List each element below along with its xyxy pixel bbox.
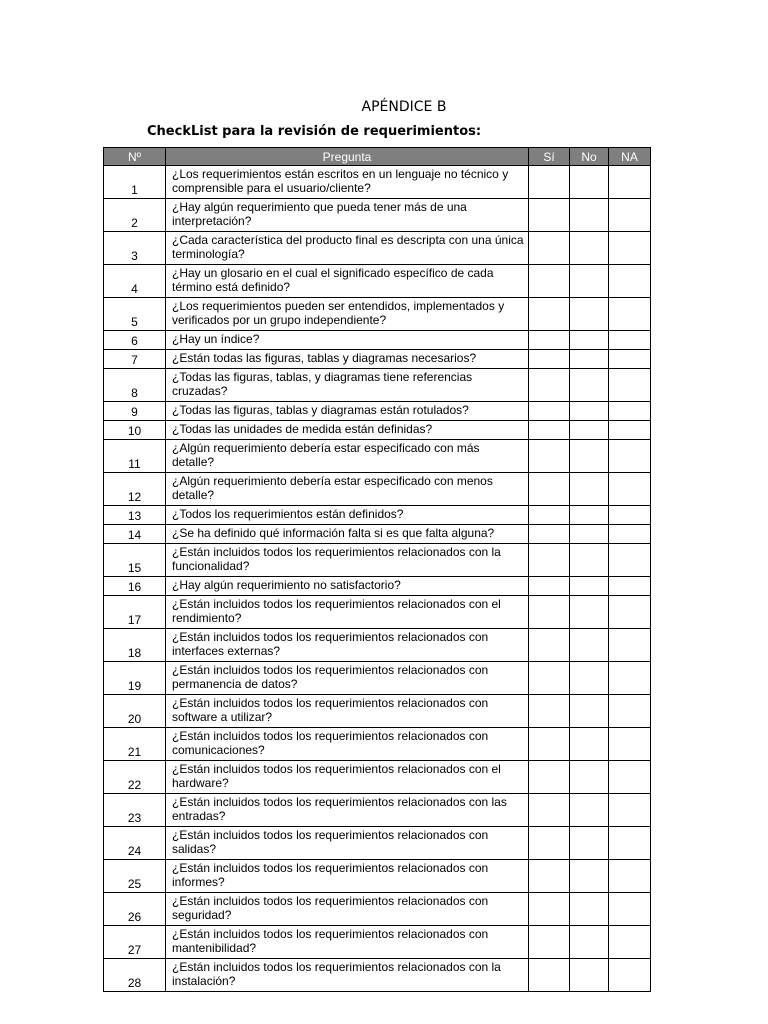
row-question: ¿Hay un índice? — [166, 331, 529, 350]
table-row — [104, 577, 651, 596]
na-cell[interactable] — [609, 166, 651, 199]
na-cell[interactable] — [609, 629, 651, 662]
row-question: ¿Cada característica del producto final es descripta con una única terminología? — [166, 232, 529, 265]
yes-cell[interactable] — [529, 506, 570, 525]
yes-cell[interactable] — [529, 629, 570, 662]
yes-cell[interactable] — [529, 577, 570, 596]
table-row — [104, 265, 651, 298]
row-number: 4 — [104, 265, 166, 298]
row-question: ¿Están incluidos todos los requerimientos relacionados con interfaces externas? — [166, 629, 529, 662]
na-cell[interactable] — [609, 577, 651, 596]
na-cell[interactable] — [609, 926, 651, 959]
yes-cell[interactable] — [529, 473, 570, 506]
no-cell[interactable] — [570, 506, 609, 525]
table-row — [104, 794, 651, 827]
row-question: ¿Están incluidos todos los requerimientos relacionados con las entradas? — [166, 794, 529, 827]
row-question: ¿Hay algún requerimiento que pueda tener más de una interpretación? — [166, 199, 529, 232]
yes-cell[interactable] — [529, 525, 570, 544]
row-number: 12 — [104, 473, 166, 506]
row-question: ¿Hay un glosario en el cual el significado específico de cada término está definido? — [166, 265, 529, 298]
row-question: ¿Están incluidos todos los requerimientos relacionados con seguridad? — [166, 893, 529, 926]
yes-cell[interactable] — [529, 794, 570, 827]
no-cell[interactable] — [570, 926, 609, 959]
row-question: ¿Están incluidos todos los requerimientos relacionados con la instalación? — [166, 959, 529, 992]
no-cell[interactable] — [570, 232, 609, 265]
row-question: ¿Todas las figuras, tablas y diagramas están rotulados? — [166, 402, 529, 421]
na-cell[interactable] — [609, 402, 651, 421]
table-row — [104, 166, 651, 199]
no-cell[interactable] — [570, 402, 609, 421]
table-row — [104, 402, 651, 421]
header-number: Nº — [104, 148, 166, 166]
no-cell[interactable] — [570, 525, 609, 544]
row-question: ¿Se ha definido qué información falta si es que falta alguna? — [166, 525, 529, 544]
checklist-subtitle: CheckList para la revisión de requerimientos: — [147, 124, 482, 139]
table-row — [104, 506, 651, 525]
no-cell[interactable] — [570, 369, 609, 402]
row-question: ¿Están incluidos todos los requerimientos relacionados con el hardware? — [166, 761, 529, 794]
na-cell[interactable] — [609, 232, 651, 265]
table-row — [104, 298, 651, 331]
row-number: 16 — [104, 577, 166, 596]
row-number: 28 — [104, 959, 166, 992]
na-cell[interactable] — [609, 440, 651, 473]
row-number: 3 — [104, 232, 166, 265]
table-row — [104, 695, 651, 728]
row-number: 17 — [104, 596, 166, 629]
row-question: ¿Los requerimientos pueden ser entendidos, implementados y verificados por un grupo independiente? — [166, 298, 529, 331]
row-question: ¿Están incluidos todos los requerimientos relacionados con el rendimiento? — [166, 596, 529, 629]
row-number: 2 — [104, 199, 166, 232]
na-cell[interactable] — [609, 761, 651, 794]
row-number: 9 — [104, 402, 166, 421]
table-row — [104, 331, 651, 350]
no-cell[interactable] — [570, 596, 609, 629]
no-cell[interactable] — [570, 331, 609, 350]
yes-cell[interactable] — [529, 827, 570, 860]
yes-cell[interactable] — [529, 350, 570, 369]
no-cell[interactable] — [570, 473, 609, 506]
na-cell[interactable] — [609, 794, 651, 827]
yes-cell[interactable] — [529, 166, 570, 199]
row-number: 21 — [104, 728, 166, 761]
row-number: 5 — [104, 298, 166, 331]
no-cell[interactable] — [570, 827, 609, 860]
header-question: Pregunta — [166, 148, 529, 166]
row-number: 27 — [104, 926, 166, 959]
yes-cell[interactable] — [529, 761, 570, 794]
row-question: ¿Hay algún requerimiento no satisfactorio? — [166, 577, 529, 596]
na-cell[interactable] — [609, 596, 651, 629]
table-row — [104, 473, 651, 506]
na-cell[interactable] — [609, 199, 651, 232]
yes-cell[interactable] — [529, 369, 570, 402]
table-row — [104, 199, 651, 232]
table-row — [104, 232, 651, 265]
row-number: 15 — [104, 544, 166, 577]
row-number: 11 — [104, 440, 166, 473]
appendix-title: APÉNDICE B — [361, 99, 447, 115]
header-yes: Sí — [529, 148, 570, 166]
row-question: ¿Algún requerimiento debería estar especificado con menos detalle? — [166, 473, 529, 506]
row-question: ¿Todos los requerimientos están definidos? — [166, 506, 529, 525]
row-number: 20 — [104, 695, 166, 728]
row-number: 22 — [104, 761, 166, 794]
yes-cell[interactable] — [529, 959, 570, 992]
no-cell[interactable] — [570, 662, 609, 695]
row-number: 14 — [104, 525, 166, 544]
na-cell[interactable] — [609, 350, 651, 369]
row-number: 19 — [104, 662, 166, 695]
na-cell[interactable] — [609, 298, 651, 331]
row-question: ¿Están incluidos todos los requerimientos relacionados con salidas? — [166, 827, 529, 860]
na-cell[interactable] — [609, 544, 651, 577]
no-cell[interactable] — [570, 440, 609, 473]
no-cell[interactable] — [570, 298, 609, 331]
no-cell[interactable] — [570, 199, 609, 232]
row-question: ¿Están incluidos todos los requerimientos relacionados con mantenibilidad? — [166, 926, 529, 959]
row-question: ¿Algún requerimiento debería estar especificado con más detalle? — [166, 440, 529, 473]
checklist-table — [103, 147, 651, 992]
table-row — [104, 926, 651, 959]
table-row — [104, 421, 651, 440]
row-question: ¿Están incluidos todos los requerimientos relacionados con comunicaciones? — [166, 728, 529, 761]
no-cell[interactable] — [570, 629, 609, 662]
na-cell[interactable] — [609, 893, 651, 926]
table-row — [104, 728, 651, 761]
na-cell[interactable] — [609, 369, 651, 402]
row-number: 23 — [104, 794, 166, 827]
na-cell[interactable] — [609, 525, 651, 544]
yes-cell[interactable] — [529, 440, 570, 473]
yes-cell[interactable] — [529, 232, 570, 265]
table-row — [104, 369, 651, 402]
no-cell[interactable] — [570, 893, 609, 926]
table-row — [104, 544, 651, 577]
row-number: 26 — [104, 893, 166, 926]
no-cell[interactable] — [570, 544, 609, 577]
row-question: ¿Los requerimientos están escritos en un lenguaje no técnico y comprensible para el usuario/cliente? — [166, 166, 529, 199]
yes-cell[interactable] — [529, 893, 570, 926]
na-cell[interactable] — [609, 827, 651, 860]
yes-cell[interactable] — [529, 596, 570, 629]
row-number: 6 — [104, 331, 166, 350]
row-question: ¿Están incluidos todos los requerimientos relacionados con permanencia de datos? — [166, 662, 529, 695]
header-na: NA — [609, 148, 651, 166]
yes-cell[interactable] — [529, 199, 570, 232]
no-cell[interactable] — [570, 728, 609, 761]
table-row — [104, 761, 651, 794]
no-cell[interactable] — [570, 577, 609, 596]
row-number: 8 — [104, 369, 166, 402]
yes-cell[interactable] — [529, 331, 570, 350]
yes-cell[interactable] — [529, 695, 570, 728]
header-no: No — [570, 148, 609, 166]
yes-cell[interactable] — [529, 728, 570, 761]
na-cell[interactable] — [609, 265, 651, 298]
table-row — [104, 860, 651, 893]
table-row — [104, 525, 651, 544]
table-row — [104, 629, 651, 662]
no-cell[interactable] — [570, 959, 609, 992]
table-row — [104, 959, 651, 992]
row-question: ¿Todas las figuras, tablas, y diagramas tiene referencias cruzadas? — [166, 369, 529, 402]
yes-cell[interactable] — [529, 421, 570, 440]
table-row — [104, 596, 651, 629]
no-cell[interactable] — [570, 761, 609, 794]
na-cell[interactable] — [609, 331, 651, 350]
row-question: ¿Están todas las figuras, tablas y diagramas necesarios? — [166, 350, 529, 369]
row-question: ¿Están incluidos todos los requerimientos relacionados con la funcionalidad? — [166, 544, 529, 577]
na-cell[interactable] — [609, 473, 651, 506]
row-number: 24 — [104, 827, 166, 860]
yes-cell[interactable] — [529, 298, 570, 331]
table-header-row — [104, 148, 651, 166]
na-cell[interactable] — [609, 506, 651, 525]
yes-cell[interactable] — [529, 662, 570, 695]
yes-cell[interactable] — [529, 265, 570, 298]
no-cell[interactable] — [570, 166, 609, 199]
na-cell[interactable] — [609, 959, 651, 992]
row-question: ¿Están incluidos todos los requerimientos relacionados con software a utilizar? — [166, 695, 529, 728]
na-cell[interactable] — [609, 860, 651, 893]
row-number: 1 — [104, 166, 166, 199]
no-cell[interactable] — [570, 265, 609, 298]
row-number: 25 — [104, 860, 166, 893]
yes-cell[interactable] — [529, 544, 570, 577]
row-question: ¿Todas las unidades de medida están definidas? — [166, 421, 529, 440]
table-row — [104, 893, 651, 926]
table-row — [104, 350, 651, 369]
na-cell[interactable] — [609, 421, 651, 440]
no-cell[interactable] — [570, 695, 609, 728]
row-number: 10 — [104, 421, 166, 440]
table-row — [104, 440, 651, 473]
row-question: ¿Están incluidos todos los requerimientos relacionados con informes? — [166, 860, 529, 893]
no-cell[interactable] — [570, 350, 609, 369]
table-row — [104, 662, 651, 695]
table-row — [104, 827, 651, 860]
na-cell[interactable] — [609, 728, 651, 761]
na-cell[interactable] — [609, 695, 651, 728]
na-cell[interactable] — [609, 662, 651, 695]
no-cell[interactable] — [570, 794, 609, 827]
row-number: 18 — [104, 629, 166, 662]
yes-cell[interactable] — [529, 402, 570, 421]
yes-cell[interactable] — [529, 926, 570, 959]
yes-cell[interactable] — [529, 860, 570, 893]
row-number: 7 — [104, 350, 166, 369]
no-cell[interactable] — [570, 860, 609, 893]
row-number: 13 — [104, 506, 166, 525]
no-cell[interactable] — [570, 421, 609, 440]
